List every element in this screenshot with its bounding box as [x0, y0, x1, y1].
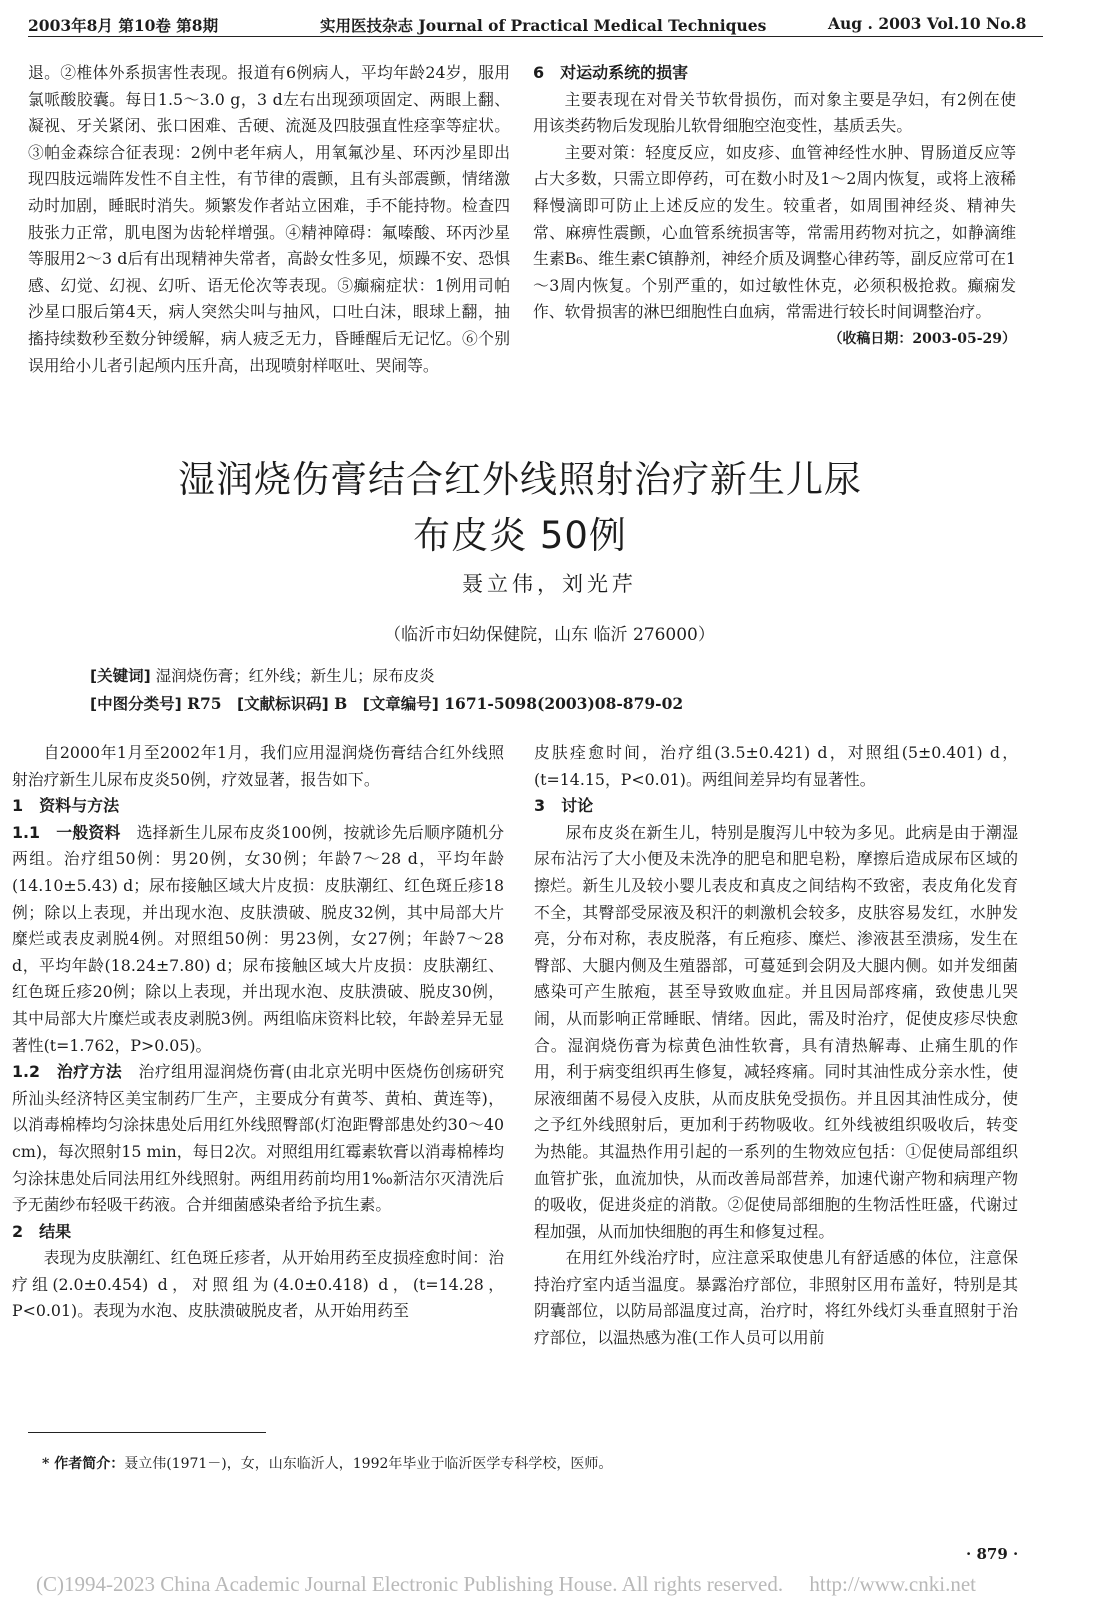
- article-title-line-1: 湿润烧伤膏结合红外线照射治疗新生儿尿: [178, 458, 862, 501]
- section-6-heading: 6 对运动系统的损害: [533, 63, 689, 82]
- prev-article-paragraph: 退。②椎体外系损害性表现。报道有6例病人，平均年龄24岁，服用氯哌酸胶囊。每日1.5～3.0 g，3 d左右出现颈项固定、两眼上翻、凝视、牙关紧闭、张口困难、舌硬、流涎及四肢强直性痉挛等症状。③帕金森综合征表现：2例中老年病人，用氧氟沙星、环丙沙星即出现四肢远端阵发性不自主性，有节律的震颤，且有头部震颤，情绪激动时加剧，睡眠时消失。频繁发作者站立困难，手不能持物。检查四肢张力正常，肌电图为齿轮样增强。④精神障碍：氟嗪酸、环丙沙星等服用2～3 d后有出现精神失常者，高龄女性多见，烦躁不安、恐惧感、幻觉、幻视、幻听、语无伦次等表现。⑤癫痫症状：1例用司帕沙星口服后第4天，病人突然尖叫与抽风，口吐白沫，眼球上翻，抽搐持续数秒至数分钟缓解，病人疲乏无力，昏睡醒后无记忆。⑥个别误用给小儿者引起颅内压升高，出现喷射样呕吐、哭闹等。: [28, 63, 510, 375]
- section-1-heading: 1 资料与方法: [12, 796, 120, 816]
- page-number: · 879 ·: [966, 1545, 1019, 1563]
- intro-paragraph: 自2000年1月至2002年1月，我们应用湿润烧伤膏结合红外线照射治疗新生儿尿布皮炎50例，疗效显著，报告如下。: [12, 743, 504, 789]
- received-date: （收稿日期：2003-05-29）: [828, 330, 1016, 347]
- body-right-column: [534, 740, 1018, 1352]
- section-1-2-label: 1.2 治疗方法: [12, 1062, 123, 1082]
- results-continuation: 皮肤痊愈时间，治疗组(3.5±0.421) d，对照组(5±0.401) d，(t=14.15，P<0.01)。两组间差异均有显著性。: [534, 743, 1018, 789]
- section-6-paragraph-2: 主要对策：轻度反应，如皮疹、血管神经性水肿、胃肠道反应等占大多数，只需立即停药，可在数小时及1～2周内恢复，或将上液稀释慢滴即可防止上述反应的发生。较重者，如周围神经炎、精神失常、麻痹性震颤，心血管系统损害等，常需用药物对抗之，如静滴维生素B₆、维生素C镇静剂，神经介质及调整心律药等，副反应常可在1～3周内恢复。个别严重的，如过敏性休克，必须积极抢救。癫痫发作、软骨损害的淋巴细胞性白血病，常需进行较长时间调整治疗。: [533, 142, 1016, 322]
- doc-code-value: B: [328, 694, 363, 713]
- header-issue: 2003年8月 第10卷 第8期: [28, 16, 219, 35]
- article-authors: 聂立伟，刘光芹: [462, 572, 637, 596]
- section-3-heading: 3 讨论: [534, 796, 594, 816]
- discussion-paragraph-2: 在用红外线治疗时，应注意采取使患儿有舒适感的体位，注意保持治疗室内适当温度。暴露治疗部位，非照射区用布盖好，特别是其阴囊部位，以防局部温度过高，治疗时，将红外线灯头垂直照射于治疗部位，以温热感为准(工作人员可以用前: [534, 1248, 1018, 1348]
- footnote-label: * 作者简介：: [42, 1456, 125, 1472]
- article-title-line-2: 布皮炎 50例: [413, 514, 627, 557]
- copyright-watermark: (C)1994-2023 China Academic Journal Electronic Publishing House. All rights reserved. http://www.cnki.net: [36, 1572, 976, 1596]
- header-date-volume: Aug . 2003 Vol.10 No.8: [828, 14, 1027, 33]
- section-1-1-label: 1.1 一般资料: [12, 822, 121, 842]
- article-title: [0, 452, 1040, 564]
- section-2-paragraph: 表现为皮肤潮红、红色斑丘疹者，从开始用药至皮损痊愈时间：治疗组(2.0±0.454) d，对照组为(4.0±0.418) d，(t=14.28，P<0.01)。表现为水泡、皮肤溃破脱皮者，从开始用药至: [12, 1248, 504, 1321]
- classification-line: [90, 692, 683, 714]
- article-affiliation: （临沂市妇幼保健院，山东 临沂 276000）: [384, 625, 715, 645]
- header-journal: 实用医技杂志 Journal of Practical Medical Techniques: [320, 16, 767, 35]
- discussion-paragraph-1: 尿布皮炎在新生儿，特别是腹泻儿中较为多见。此病是由于潮湿尿布沾污了大小便及未洗净的肥皂和肥皂粉，摩擦后造成尿布区域的擦烂。新生儿及较小婴儿表皮和真皮之间结构不致密，表皮角化发育不全，其臀部受尿液及积汗的刺激机会较多，皮肤容易发红，水肿发亮，分布对称，表皮脱落，有丘疱疹、糜烂、渗液甚至溃疡，发生在臀部、大腿内侧及生殖器部，可蔓延到会阴及大腿内侧。如并发细菌感染可产生脓疱，甚至导致败血症。并且因局部疼痛，致使患儿哭闹，从而影响正常睡眠、情绪。因此，需及时治疗，促使皮疹尽快愈合。湿润烧伤膏为棕黄色油性软膏，具有清热解毒、止痛生肌的作用，利于病变组织再生修复，减轻疼痛。同时其油性成分亲水性，使尿液细菌不易侵入皮肤，从而皮肤免受损伤。并且因其油性成分，使之予红外线照射后，更加利于药物吸收。红外线被组织吸收后，转变为热能。其温热作用引起的一系列的生物效应包括：①促使局部组织血管扩张，血流加快，从而改善局部营养，加速代谢产物和病理产物的吸收，促进炎症的消散。②促使局部细胞的生物活性旺盛，代谢过程加强，从而加快细胞的再生和修复过程。: [534, 822, 1018, 1241]
- author-footnote: [42, 1453, 612, 1473]
- footnote-rule: [28, 1432, 266, 1433]
- section-1-2-text: 治疗组用湿润烧伤膏(由北京光明中医烧伤创疡研究所汕头经济特区美宝制药厂生产，主要成分有黄芩、黄柏、黄连等)，以消毒棉棒均匀涂抹患处后用红外线照臀部(灯泡距臀部患处约30～40 cm)，每次照射15 min，每日2次。对照组用红霉素软膏以消毒棉棒均匀涂抹患处后同法用红外线照射。两组用药前均用1‰新洁尔灭清洗后予无菌纱布轻吸干药液。合并细菌感染者给予抗生素。: [12, 1062, 504, 1215]
- section-1-1-text: 选择新生儿尿布皮炎100例，按就诊先后顺序随机分两组。治疗组50例：男20例，女30例；年龄7～28 d，平均年龄(14.10±5.43) d；尿布接触区域大片皮损：皮肤潮红、红色斑丘疹18例；除以上表现，并出现水泡、皮肤溃破、脱皮32例，其中局部大片糜烂或表皮剥脱4例。对照组50例：男23例，女27例；年龄7～28 d，平均年龄(18.24±7.80) d；尿布接触区域大片皮损：皮肤潮红、红色斑丘疹20例；除以上表现，并出现水泡、皮肤溃破、脱皮30例，其中局部大片糜烂或表皮剥脱3例。两组临床资料比较，年龄差异无显著性(t=1.762，P>0.05)。: [12, 822, 505, 1055]
- section-6-paragraph-1: 主要表现在对骨关节软骨损伤，而对象主要是孕妇，有2例在使用该类药物后发现胎儿软骨细胞空泡变性，基质丢失。: [533, 89, 1016, 136]
- prev-article-left-column: [28, 60, 510, 379]
- article-number-value: 1671-5098(2003)08-879-02: [438, 694, 684, 713]
- section-1-2-paragraph: [12, 1059, 504, 1219]
- body-left-column: [12, 740, 504, 1325]
- class-label: [中图分类号]: [90, 695, 182, 713]
- section-1-1-paragraph: [12, 820, 504, 1059]
- running-header: [28, 12, 1043, 37]
- doc-code-label: [文献标识码]: [237, 695, 329, 713]
- keywords-line: [90, 664, 435, 686]
- prev-article-right-column: [533, 60, 1016, 353]
- article-number-label: [文章编号]: [362, 695, 439, 713]
- keywords-label: [关键词]: [90, 667, 151, 685]
- section-2-heading: 2 结果: [12, 1221, 72, 1241]
- keywords-text: 湿润烧伤膏；红外线；新生儿；尿布皮炎: [150, 667, 435, 685]
- class-value: R75: [181, 694, 238, 713]
- footnote-text: 聂立伟(1971－)，女，山东临沂人，1992年毕业于临沂医学专科学校，医师。: [124, 1456, 613, 1472]
